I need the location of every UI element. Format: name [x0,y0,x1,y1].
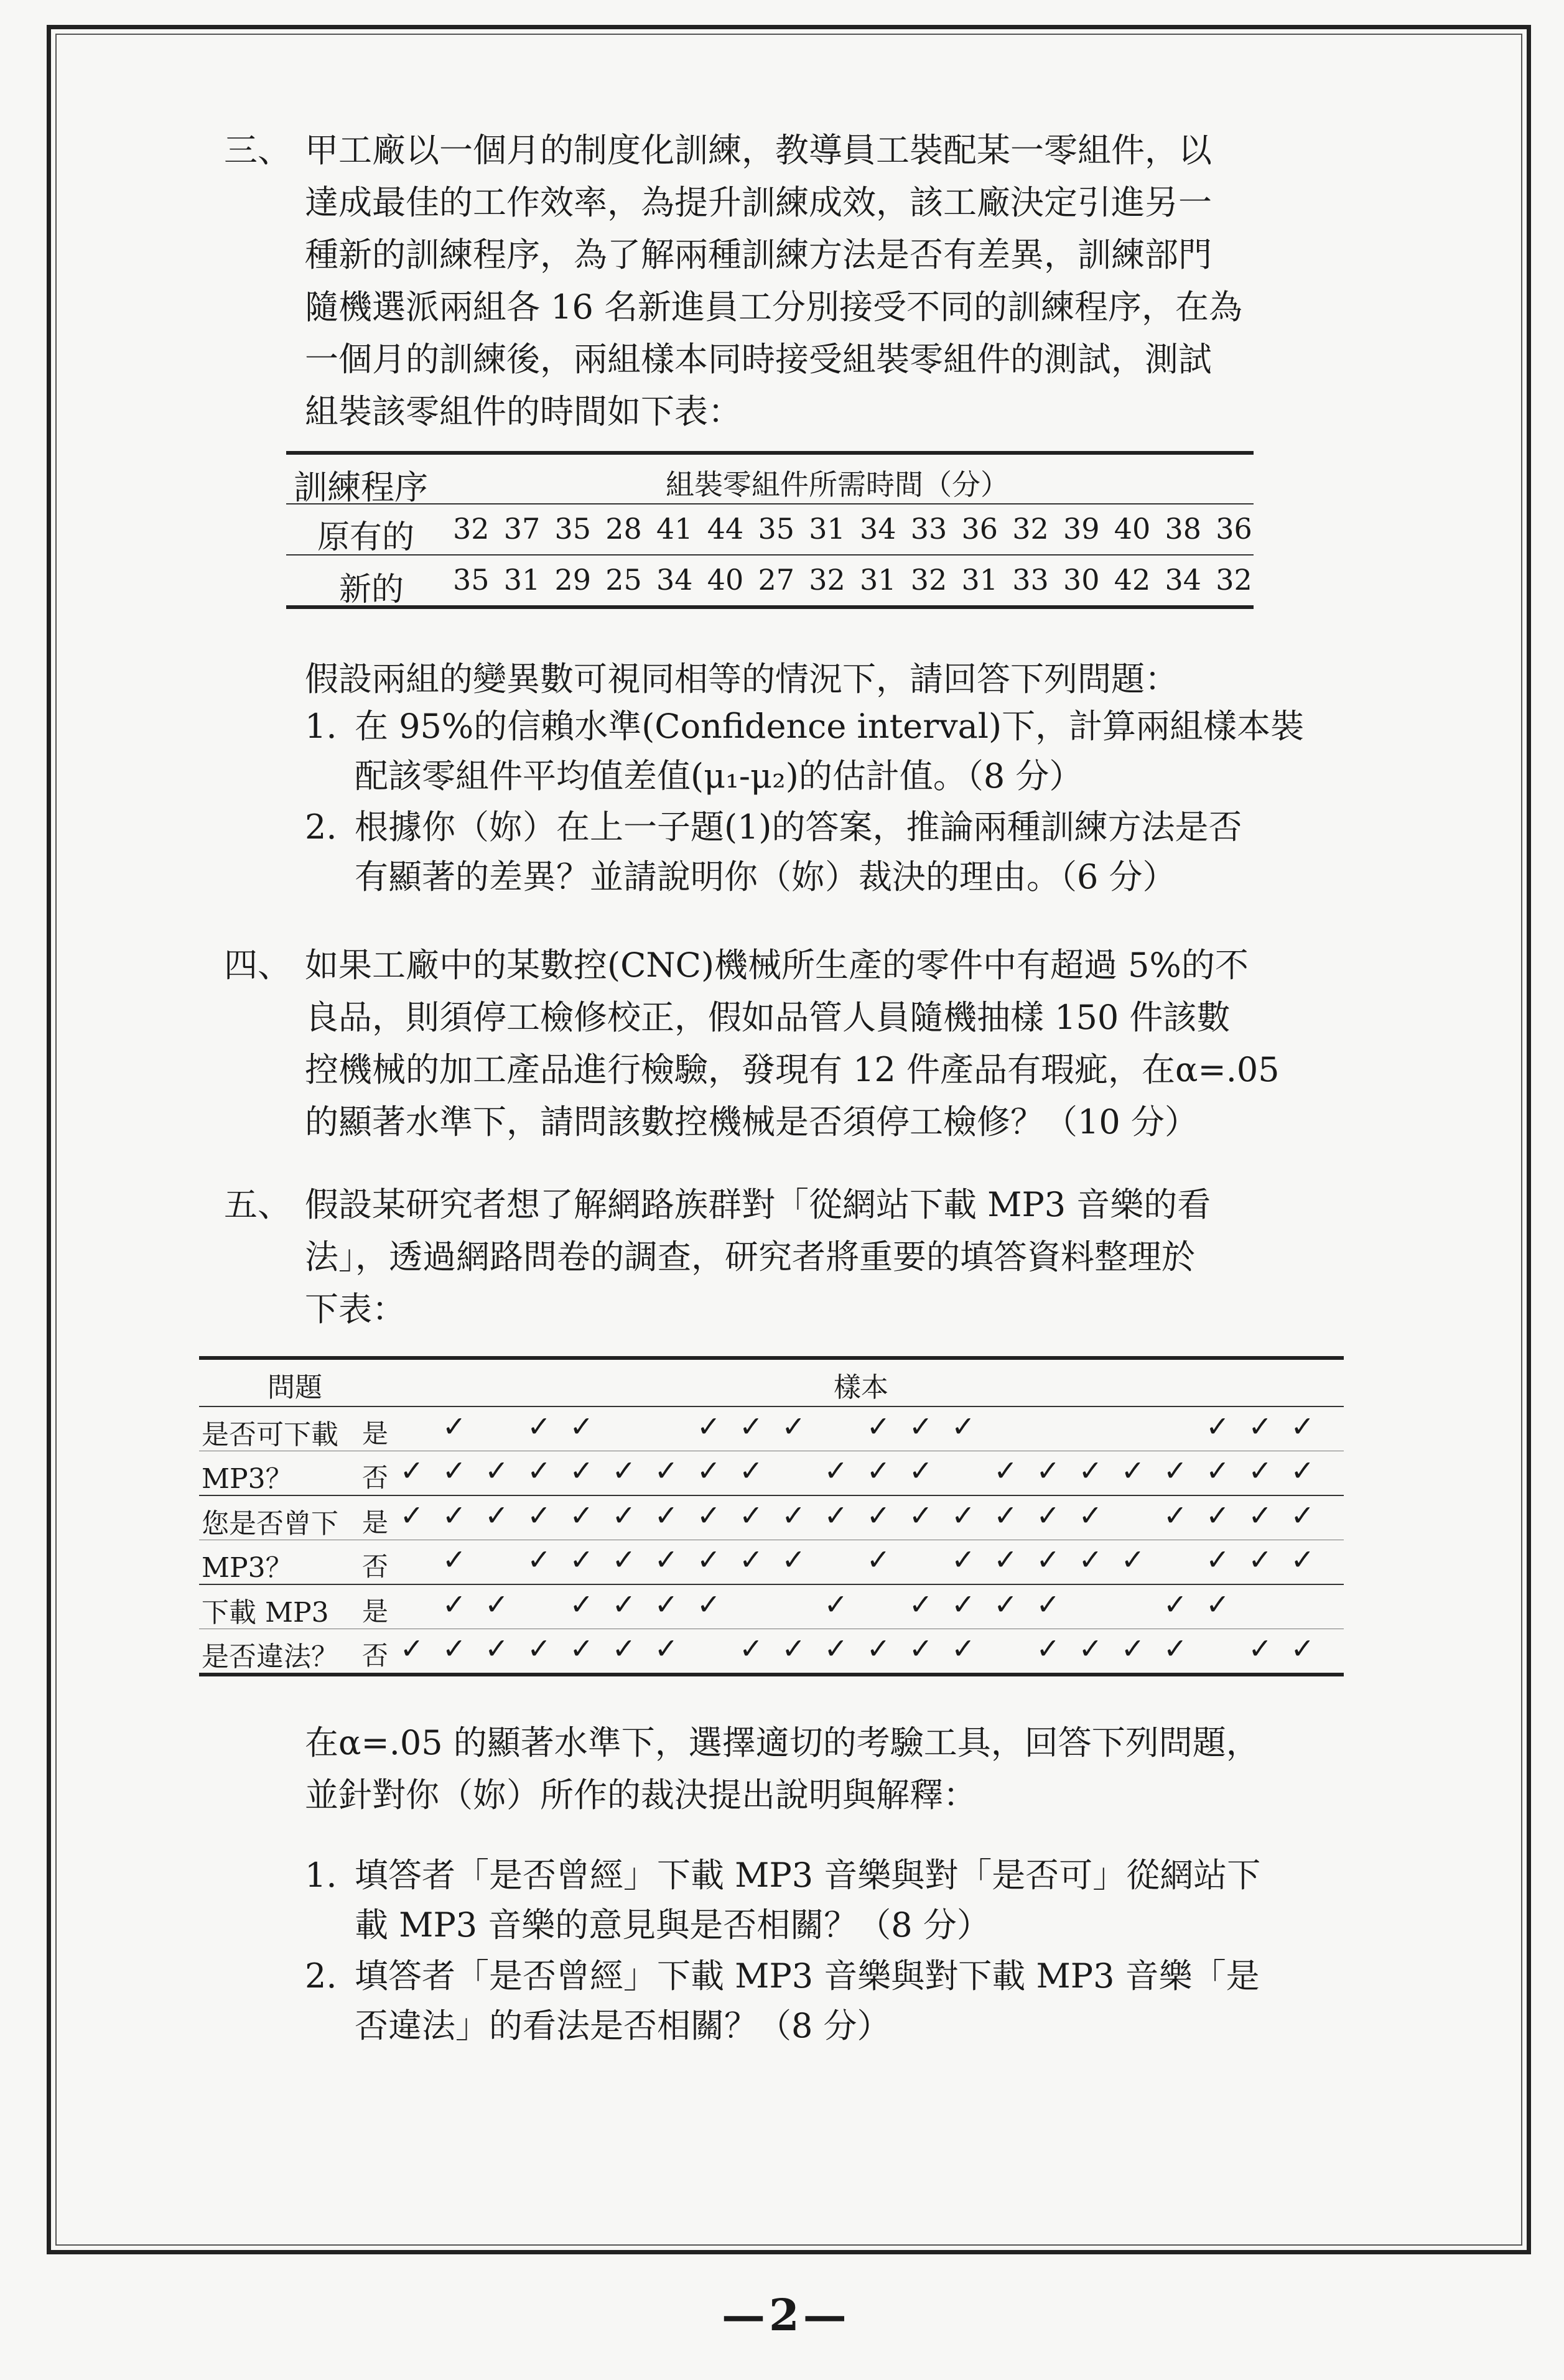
question-5-line: 下表： [305,1290,406,1329]
question-3-text [305,124,1242,438]
table-cell: 38 [1165,512,1202,546]
table-cell: 41 [656,512,693,546]
table-row [199,1407,1344,1451]
checkmark-icon: ✓ [824,1587,849,1621]
table-row [199,1540,1344,1584]
subquestion-number: 1. [305,1856,337,1895]
checkmark-icon: ✓ [1206,1410,1230,1443]
table-cell: 34 [1165,563,1202,597]
checkmark-icon: ✓ [1206,1454,1230,1487]
checkmark-icon: ✓ [485,1587,509,1621]
question-5-subquestions [305,1851,1260,2052]
page-number: —2— [722,2289,850,2341]
table-cell: 31 [860,563,896,597]
question-4-line: 的顯著水準下，請問該數控機械是否須停工檢修？（10 分） [305,1102,1198,1141]
checkmark-icon: ✓ [1163,1454,1188,1487]
checkmark-icon: ✓ [994,1543,1018,1576]
question-4-line: 控機械的加工產品進行檢驗，發現有 12 件產品有瑕疵，在α=.05 [305,1050,1280,1089]
checkmark-icon: ✓ [527,1410,551,1443]
table-cell: 33 [910,512,947,546]
table-cell: 32 [809,563,845,597]
table-cell: 36 [1216,512,1252,546]
checkmark-icon: ✓ [485,1499,509,1532]
tick-row [399,1587,1333,1625]
table-cell: 40 [1114,512,1151,546]
checkmark-icon: ✓ [951,1543,975,1576]
checkmark-icon: ✓ [739,1543,763,1576]
checkmark-icon: ✓ [654,1543,679,1576]
subquestion-line: 填答者「是否曾經」下載 MP3 音樂與對「是否可」從網站下 [355,1856,1261,1895]
checkmark-icon: ✓ [527,1543,551,1576]
checkmark-icon: ✓ [569,1410,593,1443]
question-5-line: 假設某研究者想了解網路族群對「從網站下載 MP3 音樂的看 [305,1185,1211,1224]
subquestion-number: 2. [305,807,337,847]
checkmark-icon: ✓ [951,1410,975,1443]
table-cell: 34 [860,512,896,546]
checkmark-icon: ✓ [1290,1410,1315,1443]
checkmark-icon: ✓ [994,1454,1018,1487]
table-cell: 27 [758,563,795,597]
checkmark-icon: ✓ [908,1587,933,1621]
tick-row [399,1499,1333,1536]
checkmark-icon: ✓ [1206,1587,1230,1621]
survey-group-1 [199,1407,1344,1496]
table-cell: 35 [554,512,592,546]
checkmark-icon: ✓ [1248,1410,1272,1443]
checkmark-icon: ✓ [1206,1499,1230,1532]
checkmark-icon: ✓ [739,1410,763,1443]
checkmark-icon: ✓ [824,1499,849,1532]
table-cell: 44 [707,512,744,546]
question-4-text [305,939,1280,1148]
checkmark-icon: ✓ [908,1410,933,1443]
checkmark-icon: ✓ [1120,1543,1145,1576]
question-4-line: 良品，則須停工檢修校正，假如品管人員隨機抽樣 150 件該數 [305,998,1231,1037]
checkmark-icon: ✓ [1120,1632,1145,1665]
checkmark-icon: ✓ [527,1499,551,1532]
checkmark-icon: ✓ [696,1410,721,1443]
table-row [199,1629,1344,1673]
row-values-new [453,563,1252,597]
checkmark-icon: ✓ [1036,1499,1060,1532]
checkmark-icon: ✓ [866,1543,891,1576]
subquestion-3-1 [305,702,1304,801]
question-3-line: 一個月的訓練後，兩組樣本同時接受組裝零組件的測試，測試 [305,340,1212,379]
checkmark-icon: ✓ [908,1632,933,1665]
row-label-new: 新的 [339,571,404,608]
checkmark-icon: ✓ [1248,1499,1272,1532]
checkmark-icon: ✓ [442,1543,467,1576]
subquestion-5-1 [305,1851,1260,1950]
checkmark-icon: ✓ [951,1499,975,1532]
row-values-original [453,512,1252,546]
checkmark-icon: ✓ [569,1587,593,1621]
table-cell: 31 [809,512,845,546]
checkmark-icon: ✓ [908,1454,933,1487]
checkmark-icon: ✓ [654,1632,679,1665]
checkmark-icon: ✓ [951,1632,975,1665]
table-row-original [286,504,1254,555]
subquestion-line: 載 MP3 音樂的意見與是否相關？（8 分） [355,1905,990,1945]
table-row [199,1496,1344,1540]
checkmark-icon: ✓ [696,1454,721,1487]
question-label: 下載 MP3 [202,1597,329,1629]
answer-yes-label: 是 [362,1418,389,1449]
survey-group-2 [199,1496,1344,1585]
question-3-number: 三、 [224,131,291,170]
table-cell: 32 [910,563,947,597]
checkmark-icon: ✓ [1290,1499,1315,1532]
checkmark-icon: ✓ [781,1499,806,1532]
checkmark-icon: ✓ [442,1587,467,1621]
subquestion-5-2 [305,1951,1260,2051]
checkmark-icon: ✓ [1290,1454,1315,1487]
subquestion-3-2 [305,802,1304,902]
table-cell: 39 [1063,512,1100,546]
question-label: 您是否曾下 [202,1508,338,1540]
question-5-number: 五、 [224,1185,291,1224]
question-3-line: 甲工廠以一個月的制度化訓練，教導員工裝配某一零組件，以 [305,131,1212,170]
checkmark-icon: ✓ [442,1632,467,1665]
question-5-prompt [305,1717,1260,1821]
checkmark-icon: ✓ [485,1632,509,1665]
survey-group-3 [199,1585,1344,1676]
subquestion-number: 2. [305,1956,337,1996]
checkmark-icon: ✓ [527,1632,551,1665]
table-row [199,1451,1344,1495]
checkmark-icon: ✓ [739,1454,763,1487]
checkmark-icon: ✓ [399,1454,424,1487]
table-cell: 25 [605,563,642,597]
table-cell: 31 [503,563,541,597]
answer-yes-label: 是 [362,1596,389,1627]
checkmark-icon: ✓ [1290,1632,1315,1665]
subquestion-line: 在 95%的信賴水準(Confidence interval)下，計算兩組樣本裝 [355,707,1305,746]
checkmark-icon: ✓ [1163,1499,1188,1532]
question-4-line: 如果工廠中的某數控(CNC)機械所生產的零件中有超過 5%的不 [305,946,1249,985]
checkmark-icon: ✓ [739,1499,763,1532]
checkmark-icon: ✓ [866,1632,891,1665]
checkmark-icon: ✓ [994,1499,1018,1532]
checkmark-icon: ✓ [696,1543,721,1576]
question-label: MP3？ [202,1552,293,1584]
subquestion-line: 否違法」的看法是否相關？（8 分） [355,2006,891,2045]
checkmark-icon: ✓ [485,1454,509,1487]
question-4-number: 四、 [224,946,291,985]
checkmark-icon: ✓ [866,1410,891,1443]
checkmark-icon: ✓ [994,1587,1018,1621]
table-cell: 30 [1063,563,1100,597]
question-label: MP3？ [202,1463,293,1495]
checkmark-icon: ✓ [612,1543,636,1576]
question-5-prompt-line: 並針對你（妳）所作的裁決提出說明與解釋： [305,1775,977,1815]
checkmark-icon: ✓ [951,1587,975,1621]
checkmark-icon: ✓ [399,1632,424,1665]
checkmark-icon: ✓ [442,1499,467,1532]
checkmark-icon: ✓ [1163,1632,1188,1665]
answer-no-label: 否 [362,1551,389,1582]
checkmark-icon: ✓ [442,1454,467,1487]
checkmark-icon: ✓ [1290,1543,1315,1576]
question-label: 是否可下載 [202,1419,338,1451]
table-header-time: 組裝零組件所需時間（分） [666,468,1009,501]
checkmark-icon: ✓ [1078,1543,1103,1576]
question-3-line: 達成最佳的工作效率，為提升訓練成效，該工廠決定引進另一 [305,183,1212,222]
table-cell: 29 [554,563,592,597]
checkmark-icon: ✓ [612,1632,636,1665]
checkmark-icon: ✓ [612,1454,636,1487]
row-label-original: 原有的 [317,519,415,556]
table-header-procedure: 訓練程序 [294,468,428,507]
checkmark-icon: ✓ [739,1632,763,1665]
checkmark-icon: ✓ [696,1499,721,1532]
answer-no-label: 否 [362,1640,389,1671]
checkmark-icon: ✓ [399,1499,424,1532]
checkmark-icon: ✓ [1206,1543,1230,1576]
table-cell: 34 [656,563,693,597]
checkmark-icon: ✓ [654,1454,679,1487]
checkmark-icon: ✓ [1036,1632,1060,1665]
tick-row [399,1543,1333,1580]
table-cell: 36 [961,512,998,546]
table-cell: 33 [1012,563,1049,597]
checkmark-icon: ✓ [569,1543,593,1576]
checkmark-icon: ✓ [1078,1454,1103,1487]
checkmark-icon: ✓ [1036,1543,1060,1576]
checkmark-icon: ✓ [654,1499,679,1532]
table-cell: 35 [758,512,795,546]
tick-row [399,1632,1333,1669]
checkmark-icon: ✓ [1036,1454,1060,1487]
checkmark-icon: ✓ [442,1410,467,1443]
checkmark-icon: ✓ [654,1587,679,1621]
tick-row [399,1454,1333,1491]
answer-no-label: 否 [362,1462,389,1493]
question-3-prompt [305,653,1178,705]
question-3-line: 種新的訓練程序，為了解兩種訓練方法是否有差異，訓練部門 [305,235,1212,274]
checkmark-icon: ✓ [527,1454,551,1487]
question-5-line: 法」，透過網路問卷的調查，研究者將重要的填答資料整理於 [305,1237,1195,1276]
answer-yes-label: 是 [362,1507,389,1538]
mp3-survey-table [199,1356,1344,1676]
checkmark-icon: ✓ [781,1543,806,1576]
table-cell: 32 [1012,512,1049,546]
checkmark-icon: ✓ [1078,1499,1103,1532]
subquestion-line: 根據你（妳）在上一子題(1)的答案，推論兩種訓練方法是否 [355,807,1242,847]
table-row-new [286,555,1254,609]
checkmark-icon: ✓ [908,1499,933,1532]
table-cell: 32 [453,512,490,546]
question-label: 是否違法？ [202,1641,338,1673]
checkmark-icon: ✓ [1120,1454,1145,1487]
checkmark-icon: ✓ [1078,1632,1103,1665]
table-cell: 42 [1114,563,1151,597]
table-cell: 31 [961,563,998,597]
question-3-prompt-text: 假設兩組的變異數可視同相等的情況下，請回答下列問題： [305,659,1178,699]
checkmark-icon: ✓ [781,1410,806,1443]
checkmark-icon: ✓ [824,1632,849,1665]
question-3-line: 隨機選派兩組各 16 名新進員工分別接受不同的訓練程序，在為 [305,287,1243,327]
checkmark-icon: ✓ [612,1499,636,1532]
subquestion-line: 配該零組件平均值差值(μ₁-μ₂)的估計值。（8 分） [355,756,1083,796]
table-row [199,1585,1344,1629]
table-cell: 32 [1216,563,1252,597]
question-3-line: 組裝該零組件的時間如下表： [305,392,742,431]
subquestion-line: 有顯著的差異？並請說明你（妳）裁決的理由。（6 分） [355,857,1176,896]
tick-row [399,1410,1333,1447]
table-cell: 40 [707,563,744,597]
table-cell: 37 [503,512,541,546]
subquestion-line: 填答者「是否曾經」下載 MP3 音樂與對下載 MP3 音樂「是 [355,1956,1260,1996]
checkmark-icon: ✓ [612,1587,636,1621]
checkmark-icon: ✓ [569,1499,593,1532]
checkmark-icon: ✓ [1248,1454,1272,1487]
checkmark-icon: ✓ [781,1632,806,1665]
table-cell: 35 [453,563,490,597]
checkmark-icon: ✓ [569,1454,593,1487]
subquestion-number: 1. [305,707,337,746]
table-cell: 28 [605,512,642,546]
checkmark-icon: ✓ [696,1587,721,1621]
checkmark-icon: ✓ [1248,1543,1272,1576]
checkmark-icon: ✓ [1163,1587,1188,1621]
checkmark-icon: ✓ [1036,1587,1060,1621]
table-header-row [199,1356,1344,1407]
question-5-text [305,1179,1211,1336]
checkmark-icon: ✓ [866,1454,891,1487]
header-question: 問題 [268,1372,322,1403]
checkmark-icon: ✓ [569,1632,593,1665]
question-3-subquestions [305,702,1304,903]
checkmark-icon: ✓ [866,1499,891,1532]
question-5-prompt-line: 在α=.05 的顯著水準下，選擇適切的考驗工具，回答下列問題， [305,1723,1260,1762]
checkmark-icon: ✓ [1248,1632,1272,1665]
table-header-row [286,451,1254,507]
training-time-table [286,451,1254,609]
header-sample: 樣本 [834,1372,888,1403]
checkmark-icon: ✓ [824,1454,849,1487]
